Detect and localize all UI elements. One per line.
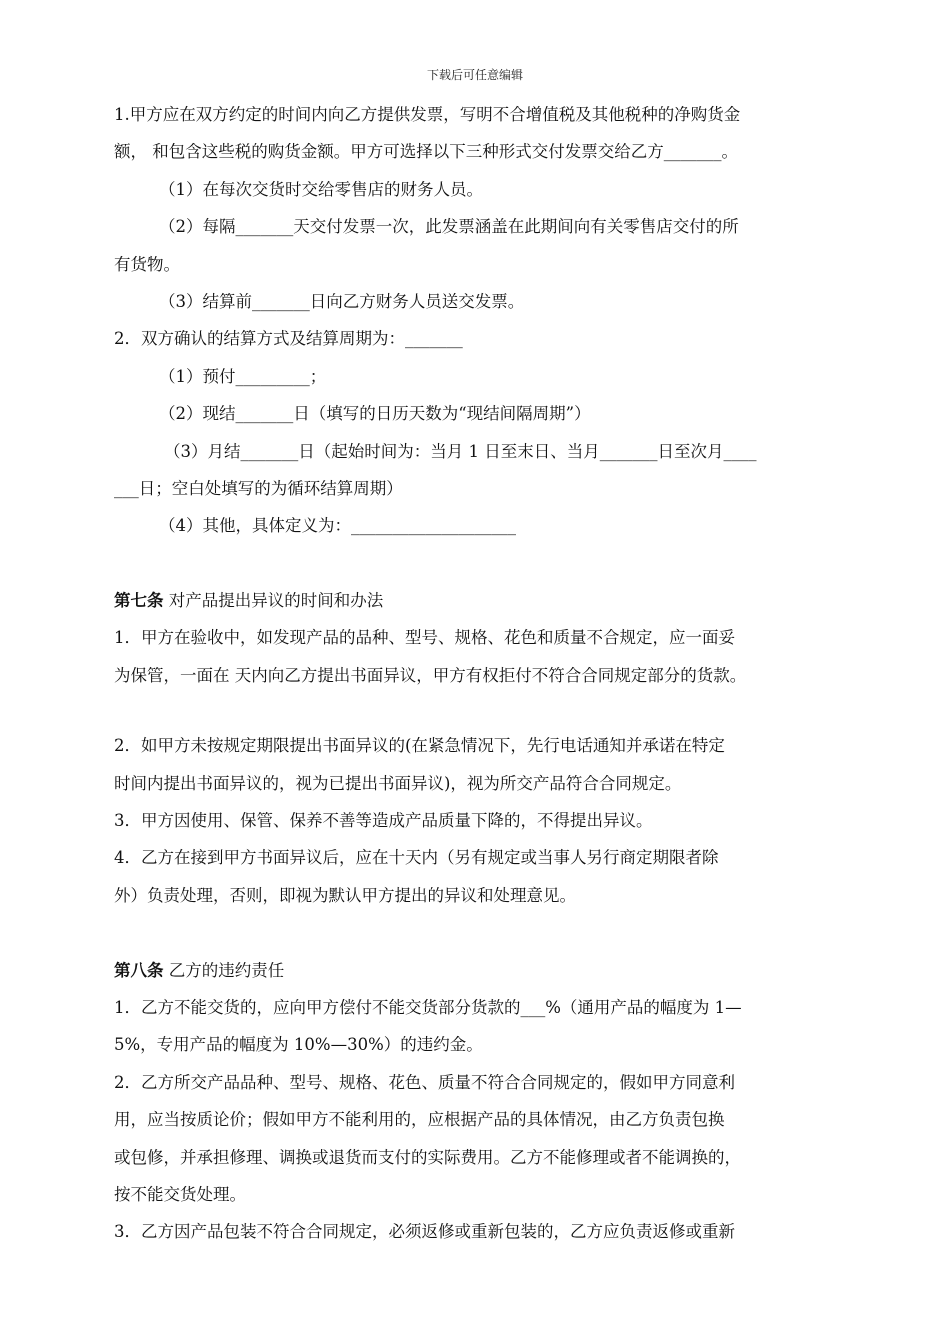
paragraph-line: 2．双方确认的结算方式及结算周期为：_______ bbox=[114, 329, 463, 349]
paragraph-line: （4）其他，具体定义为：____________________ bbox=[159, 516, 516, 536]
article-7-number: 第七条 bbox=[114, 591, 164, 611]
paragraph-line: （2）现结_______日（填写的日历天数为“现结间隔周期”） bbox=[159, 404, 591, 424]
paragraph-line: 用，应当按质论价；假如甲方不能利用的，应根据产品的具体情况，由乙方负责包换 bbox=[114, 1110, 725, 1130]
paragraph-line: （2）每隔_______天交付发票一次，此发票涵盖在此期间向有关零售店交付的所 bbox=[159, 217, 739, 237]
paragraph-line: 3．甲方因使用、保管、保养不善等造成产品质量下降的，不得提出异议。 bbox=[114, 811, 653, 831]
paragraph-line: 2．乙方所交产品品种、型号、规格、花色、质量不符合合同规定的，假如甲方同意利 bbox=[114, 1072, 735, 1092]
page-header: 下载后可任意编辑 bbox=[426, 68, 523, 82]
paragraph-line: 为保管，一面在 天内向乙方提出书面异议，甲方有权拒付不符合合同规定部分的货款。 bbox=[114, 665, 747, 685]
document-body bbox=[114, 96, 850, 1251]
paragraph-line: 外）负责处理，否则，即视为默认甲方提出的异议和处理意见。 bbox=[114, 885, 576, 905]
paragraph-line: 按不能交货处理。 bbox=[114, 1184, 246, 1204]
spacer bbox=[114, 694, 850, 727]
article-8-heading-line bbox=[114, 952, 850, 989]
paragraph-line: 4．乙方在接到甲方书面异议后，应在十天内（另有规定或当事人另行商定期限者除 bbox=[114, 848, 719, 868]
paragraph-line: 额， 和包含这些税的购货金额。甲方可选择以下三种形式交付发票交给乙方_______。 bbox=[114, 142, 738, 162]
paragraph-line: 有货物。 bbox=[114, 254, 180, 274]
paragraph-line: 3．乙方因产品包装不符合合同规定，必须返修或重新包装的，乙方应负责返修或重新 bbox=[114, 1222, 735, 1242]
paragraph-line: （3）结算前_______日向乙方财务人员送交发票。 bbox=[159, 291, 525, 311]
paragraph-line: ___日；空白处填写的为循环结算周期） bbox=[114, 478, 403, 498]
paragraph-line: （1）在每次交货时交给零售店的财务人员。 bbox=[159, 179, 483, 199]
spacer bbox=[114, 545, 850, 582]
article-7-heading-line bbox=[114, 582, 850, 619]
paragraph-line: 5%，专用产品的幅度为 10%—30%）的违约金。 bbox=[114, 1035, 483, 1055]
paragraph-line: （3）月结_______日（起始时间为：当月 1 日至末日、当月_______日至次月____ bbox=[164, 441, 757, 461]
paragraph-line: （1）预付_________； bbox=[159, 366, 327, 386]
paragraph-line: 2．如甲方未按规定期限提出书面异议的(在紧急情况下，先行电话通知并承诺在特定 bbox=[114, 736, 725, 756]
article-8-number: 第八条 bbox=[114, 960, 164, 980]
paragraph-line: 1．甲方在验收中，如发现产品的品种、型号、规格、花色和质量不合规定，应一面妥 bbox=[114, 628, 735, 648]
article-7-title: 对产品提出异议的时间和办法 bbox=[163, 591, 384, 611]
article-8-title: 乙方的违约责任 bbox=[163, 960, 285, 980]
paragraph-line: 时间内提出书面异议的，视为已提出书面异议)，视为所交产品符合合同规定。 bbox=[114, 773, 682, 793]
spacer bbox=[114, 914, 850, 951]
paragraph-line: 或包修，并承担修理、调换或退货而支付的实际费用。乙方不能修理或者不能调换的， bbox=[114, 1147, 741, 1167]
paragraph-line: 1.甲方应在双方约定的时间内向乙方提供发票，写明不合增值税及其他税种的净购货金 bbox=[114, 105, 741, 124]
paragraph-line: 1．乙方不能交货的，应向甲方偿付不能交货部分货款的___%（通用产品的幅度为 1— bbox=[114, 997, 742, 1017]
